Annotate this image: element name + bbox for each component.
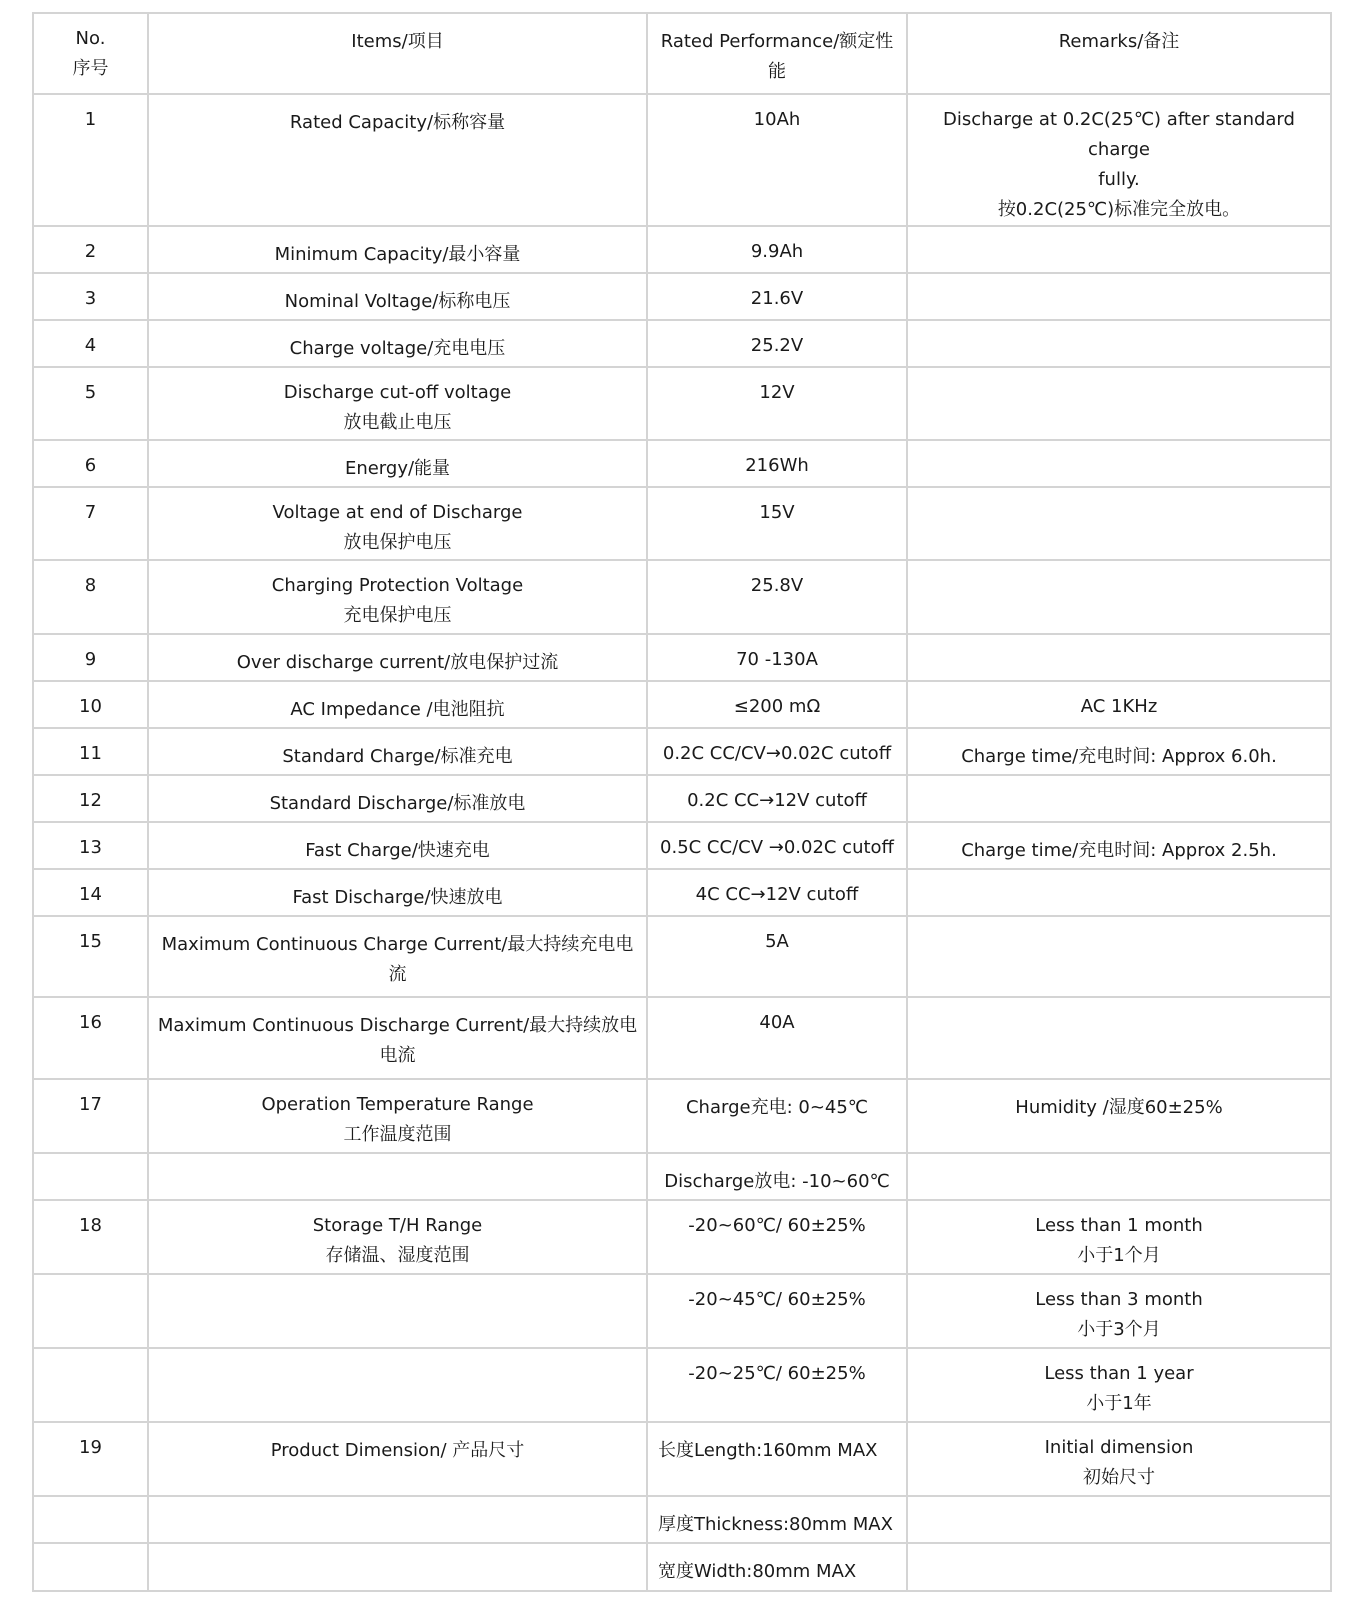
row-item	[148, 1153, 647, 1200]
table-row	[33, 1200, 1331, 1274]
row-remark	[907, 226, 1331, 273]
row-remark	[907, 273, 1331, 320]
header-row	[33, 13, 1331, 94]
row-rated: 40A	[647, 997, 907, 1079]
row-rated: -20~60℃/ 60±25%	[647, 1200, 907, 1274]
table-row	[33, 634, 1331, 681]
row-item: Product Dimension/ 产品尺寸	[148, 1422, 647, 1496]
row-item: Maximum Continuous Discharge Current/最大持续放电 电流	[148, 997, 647, 1079]
row-rated: 25.8V	[647, 560, 907, 634]
row-rated: 12V	[647, 367, 907, 440]
row-item: AC Impedance /电池阻抗	[148, 681, 647, 728]
table-row	[33, 226, 1331, 273]
table-row	[33, 560, 1331, 634]
row-remark	[907, 1153, 1331, 1200]
row-no: 10	[33, 681, 148, 728]
row-rated: 70 -130A	[647, 634, 907, 681]
row-item: Voltage at end of Discharge 放电保护电压	[148, 487, 647, 560]
header-remarks: Remarks/备注	[907, 13, 1331, 94]
row-rated: 21.6V	[647, 273, 907, 320]
row-remark	[907, 1496, 1331, 1543]
row-item: Minimum Capacity/最小容量	[148, 226, 647, 273]
row-no: 1	[33, 94, 148, 226]
row-item: Nominal Voltage/标称电压	[148, 273, 647, 320]
row-no	[33, 1153, 148, 1200]
row-rated: 0.5C CC/CV →0.02C cutoff	[647, 822, 907, 869]
table-row	[33, 273, 1331, 320]
row-item: Fast Discharge/快速放电	[148, 869, 647, 916]
row-no: 18	[33, 1200, 148, 1274]
row-rated: Charge充电: 0~45℃	[647, 1079, 907, 1153]
row-no: 4	[33, 320, 148, 367]
row-rated: 10Ah	[647, 94, 907, 226]
row-item: Discharge cut-off voltage 放电截止电压	[148, 367, 647, 440]
table-row	[33, 1543, 1331, 1591]
row-no	[33, 1348, 148, 1422]
row-item	[148, 1543, 647, 1591]
row-no: 9	[33, 634, 148, 681]
row-item: Maximum Continuous Charge Current/最大持续充电电 流	[148, 916, 647, 997]
row-remark	[907, 775, 1331, 822]
row-rated: 长度Length:160mm MAX	[647, 1422, 907, 1496]
row-item: Standard Discharge/标准放电	[148, 775, 647, 822]
row-item	[148, 1348, 647, 1422]
row-remark	[907, 487, 1331, 560]
row-no: 14	[33, 869, 148, 916]
table-row	[33, 728, 1331, 775]
row-remark: Less than 1 year 小于1年	[907, 1348, 1331, 1422]
row-no: 19	[33, 1422, 148, 1496]
table-row	[33, 775, 1331, 822]
row-item: Storage T/H Range 存储温、湿度范围	[148, 1200, 647, 1274]
row-item: Operation Temperature Range 工作温度范围	[148, 1079, 647, 1153]
row-remark	[907, 869, 1331, 916]
row-remark	[907, 634, 1331, 681]
row-rated: -20~45℃/ 60±25%	[647, 1274, 907, 1348]
row-rated: 厚度Thickness:80mm MAX	[647, 1496, 907, 1543]
row-no	[33, 1543, 148, 1591]
header-rated-performance: Rated Performance/额定性 能	[647, 13, 907, 94]
row-no: 11	[33, 728, 148, 775]
row-no: 3	[33, 273, 148, 320]
table-row	[33, 1348, 1331, 1422]
row-no	[33, 1274, 148, 1348]
row-no: 8	[33, 560, 148, 634]
row-rated: 9.9Ah	[647, 226, 907, 273]
table-row	[33, 440, 1331, 487]
row-item: Rated Capacity/标称容量	[148, 94, 647, 226]
table-row	[33, 681, 1331, 728]
row-rated: 4C CC→12V cutoff	[647, 869, 907, 916]
row-rated: 15V	[647, 487, 907, 560]
table-row	[33, 1274, 1331, 1348]
row-item: Standard Charge/标准充电	[148, 728, 647, 775]
row-remark: Charge time/充电时间: Approx 2.5h.	[907, 822, 1331, 869]
row-item: Charging Protection Voltage 充电保护电压	[148, 560, 647, 634]
row-remark: Less than 3 month 小于3个月	[907, 1274, 1331, 1348]
row-no: 5	[33, 367, 148, 440]
row-no: 17	[33, 1079, 148, 1153]
spec-table	[32, 12, 1332, 1592]
table-row	[33, 1153, 1331, 1200]
row-no: 13	[33, 822, 148, 869]
table-row	[33, 916, 1331, 997]
row-rated: 0.2C CC→12V cutoff	[647, 775, 907, 822]
row-rated: 5A	[647, 916, 907, 997]
row-remark: Charge time/充电时间: Approx 6.0h.	[907, 728, 1331, 775]
row-remark: Humidity /湿度60±25%	[907, 1079, 1331, 1153]
row-remark	[907, 440, 1331, 487]
row-remark	[907, 560, 1331, 634]
row-item: Over discharge current/放电保护过流	[148, 634, 647, 681]
row-item: Charge voltage/充电电压	[148, 320, 647, 367]
row-remark	[907, 997, 1331, 1079]
row-remark	[907, 367, 1331, 440]
row-remark	[907, 1543, 1331, 1591]
table-row	[33, 94, 1331, 226]
row-no	[33, 1496, 148, 1543]
row-rated: 25.2V	[647, 320, 907, 367]
table-row	[33, 1079, 1331, 1153]
row-no: 2	[33, 226, 148, 273]
row-no: 6	[33, 440, 148, 487]
table-row	[33, 822, 1331, 869]
row-remark: Discharge at 0.2C(25℃) after standard charge fully. 按0.2C(25℃)标准完全放电。	[907, 94, 1331, 226]
row-remark: Initial dimension 初始尺寸	[907, 1422, 1331, 1496]
table-row	[33, 997, 1331, 1079]
row-remark	[907, 916, 1331, 997]
header-items: Items/项目	[148, 13, 647, 94]
header-no: No. 序号	[33, 13, 148, 94]
row-no: 16	[33, 997, 148, 1079]
row-remark: AC 1KHz	[907, 681, 1331, 728]
row-rated: 0.2C CC/CV→0.02C cutoff	[647, 728, 907, 775]
row-rated: 216Wh	[647, 440, 907, 487]
row-rated: -20~25℃/ 60±25%	[647, 1348, 907, 1422]
row-item	[148, 1496, 647, 1543]
table-row	[33, 869, 1331, 916]
row-no: 15	[33, 916, 148, 997]
table-row	[33, 1422, 1331, 1496]
table-row	[33, 487, 1331, 560]
row-rated: 宽度Width:80mm MAX	[647, 1543, 907, 1591]
row-item	[148, 1274, 647, 1348]
row-item: Energy/能量	[148, 440, 647, 487]
row-rated: ≤200 mΩ	[647, 681, 907, 728]
row-remark	[907, 320, 1331, 367]
table-row	[33, 320, 1331, 367]
row-item: Fast Charge/快速充电	[148, 822, 647, 869]
table-row	[33, 367, 1331, 440]
row-no: 12	[33, 775, 148, 822]
row-rated: Discharge放电: -10~60℃	[647, 1153, 907, 1200]
table-row	[33, 1496, 1331, 1543]
row-remark: Less than 1 month 小于1个月	[907, 1200, 1331, 1274]
row-no: 7	[33, 487, 148, 560]
